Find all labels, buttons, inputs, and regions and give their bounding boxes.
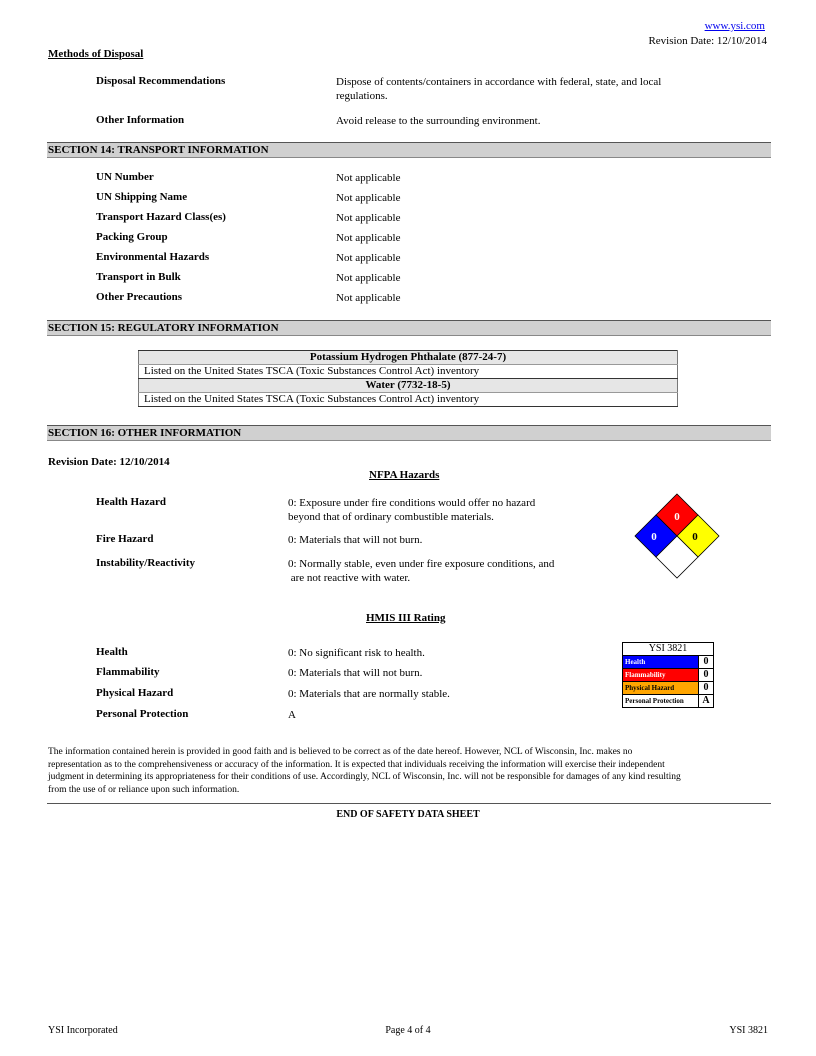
disposal-recommendations-value-2: regulations. bbox=[336, 90, 388, 102]
disposal-other-label: Other Information bbox=[96, 114, 185, 126]
hmis-box-value-protection: A bbox=[699, 695, 714, 708]
transport-value-bulk: Not applicable bbox=[336, 272, 401, 284]
regulatory-header-water: Water (7732-18-5) bbox=[139, 379, 678, 393]
transport-label-packing-group: Packing Group bbox=[96, 231, 168, 243]
footer-company: YSI Incorporated bbox=[48, 1025, 118, 1036]
transport-label-hazard-class: Transport Hazard Class(es) bbox=[96, 211, 226, 223]
section-14-title: SECTION 14: TRANSPORT INFORMATION bbox=[48, 144, 269, 156]
end-of-sheet: END OF SAFETY DATA SHEET bbox=[336, 809, 480, 820]
hmis-box-row-flammability bbox=[622, 669, 714, 682]
disposal-other-value: Avoid release to the surrounding environment. bbox=[336, 115, 541, 127]
nfpa-health-value: 0 bbox=[651, 531, 657, 543]
section-16-bar bbox=[47, 425, 771, 441]
hmis-label-physical: Physical Hazard bbox=[96, 687, 174, 699]
nfpa-title: NFPA Hazards bbox=[369, 469, 440, 481]
nfpa-diamond-icon bbox=[632, 492, 722, 582]
disposal-recommendations-label: Disposal Recommendations bbox=[96, 75, 226, 87]
disclaimer bbox=[48, 746, 772, 796]
transport-value-hazard-class: Not applicable bbox=[336, 212, 401, 224]
hmis-box-label-flammability: Flammability bbox=[622, 669, 699, 682]
nfpa-value-health-1: 0: Exposure under fire conditions would offer no hazard bbox=[288, 497, 536, 509]
hmis-box-label-health: Health bbox=[622, 656, 699, 669]
transport-value-shipping-name: Not applicable bbox=[336, 192, 401, 204]
end-divider bbox=[47, 803, 771, 804]
hmis-box-label-physical: Physical Hazard bbox=[622, 682, 699, 695]
nfpa-value-fire: 0: Materials that will not burn. bbox=[288, 534, 423, 546]
transport-value-un-number: Not applicable bbox=[336, 172, 401, 184]
nfpa-value-instability-1: 0: Normally stable, even under fire exposure conditions, and bbox=[288, 558, 555, 570]
hmis-label-health: Health bbox=[96, 646, 128, 658]
transport-label-bulk: Transport in Bulk bbox=[96, 271, 181, 283]
transport-value-packing-group: Not applicable bbox=[336, 232, 401, 244]
header-revision-date: Revision Date: 12/10/2014 bbox=[648, 35, 767, 47]
nfpa-value-instability-2: are not reactive with water. bbox=[288, 572, 411, 584]
section-15-bar bbox=[47, 320, 771, 336]
hmis-label-protection: Personal Protection bbox=[96, 708, 189, 720]
nfpa-label-fire: Fire Hazard bbox=[96, 533, 154, 545]
footer-product: YSI 3821 bbox=[729, 1025, 768, 1036]
nfpa-reactivity-value: 0 bbox=[692, 531, 698, 543]
disposal-recommendations-value-1: Dispose of contents/containers in accordance with federal, state, and local bbox=[336, 76, 662, 88]
transport-label-precautions: Other Precautions bbox=[96, 291, 183, 303]
hmis-value-flammability: 0: Materials that will not burn. bbox=[288, 667, 423, 679]
transport-label-environmental: Environmental Hazards bbox=[96, 251, 210, 263]
hmis-box-title: YSI 3821 bbox=[622, 642, 714, 656]
hmis-label-box bbox=[622, 642, 714, 708]
disposal-title: Methods of Disposal bbox=[48, 48, 144, 60]
hmis-label-flammability: Flammability bbox=[96, 666, 160, 678]
regulatory-table bbox=[138, 350, 678, 407]
disclaimer-line-3: judgment in determining its appropriateness for their conditions of use. Accordingly, NCL of Wisconsin, Inc. will not be responsible for damages of any kind resulting bbox=[48, 772, 681, 782]
hmis-box-value-physical: 0 bbox=[699, 682, 714, 695]
disclaimer-line-1: The information contained herein is provided in good faith and is believed to be correct as of the date hereof. However, NCL of Wisconsin, Inc. makes no bbox=[48, 747, 633, 757]
regulatory-header-khp: Potassium Hydrogen Phthalate (877-24-7) bbox=[139, 351, 678, 365]
section-16-revision-date: Revision Date: 12/10/2014 bbox=[48, 456, 170, 468]
hmis-title: HMIS III Rating bbox=[366, 612, 446, 624]
website-link[interactable]: www.ysi.com bbox=[704, 20, 765, 32]
hmis-value-health: 0: No significant risk to health. bbox=[288, 647, 425, 659]
transport-label-shipping-name: UN Shipping Name bbox=[96, 191, 188, 203]
hmis-box-label-protection: Personal Protection bbox=[622, 695, 699, 708]
footer-page-number: Page 4 of 4 bbox=[385, 1025, 431, 1036]
transport-value-precautions: Not applicable bbox=[336, 292, 401, 304]
hmis-box-row-health bbox=[622, 656, 714, 669]
regulatory-body-khp: Listed on the United States TSCA (Toxic Substances Control Act) inventory bbox=[139, 365, 678, 379]
transport-label-un-number: UN Number bbox=[96, 171, 154, 183]
transport-value-environmental: Not applicable bbox=[336, 252, 401, 264]
nfpa-fire-value: 0 bbox=[674, 511, 680, 523]
hmis-value-physical: 0: Materials that are normally stable. bbox=[288, 688, 450, 700]
nfpa-value-health-2: beyond that of ordinary combustible materials. bbox=[288, 511, 494, 523]
hmis-box-value-flammability: 0 bbox=[699, 669, 714, 682]
disclaimer-line-2: representation as to the comprehensiveness or accuracy of the information. It is expected that individuals receiving the information will exercise their independent bbox=[48, 759, 665, 770]
disclaimer-line-4: from the use of or reliance upon such information. bbox=[48, 784, 240, 795]
nfpa-label-health: Health Hazard bbox=[96, 496, 166, 508]
hmis-box-row-protection bbox=[622, 695, 714, 708]
hmis-value-protection: A bbox=[288, 709, 296, 721]
section-16-title: SECTION 16: OTHER INFORMATION bbox=[48, 427, 242, 439]
section-14-bar bbox=[47, 142, 771, 158]
nfpa-label-instability: Instability/Reactivity bbox=[96, 557, 195, 569]
hmis-box-value-health: 0 bbox=[699, 656, 714, 669]
hmis-box-row-physical bbox=[622, 682, 714, 695]
regulatory-body-water: Listed on the United States TSCA (Toxic Substances Control Act) inventory bbox=[139, 393, 678, 407]
section-15-title: SECTION 15: REGULATORY INFORMATION bbox=[48, 322, 279, 334]
